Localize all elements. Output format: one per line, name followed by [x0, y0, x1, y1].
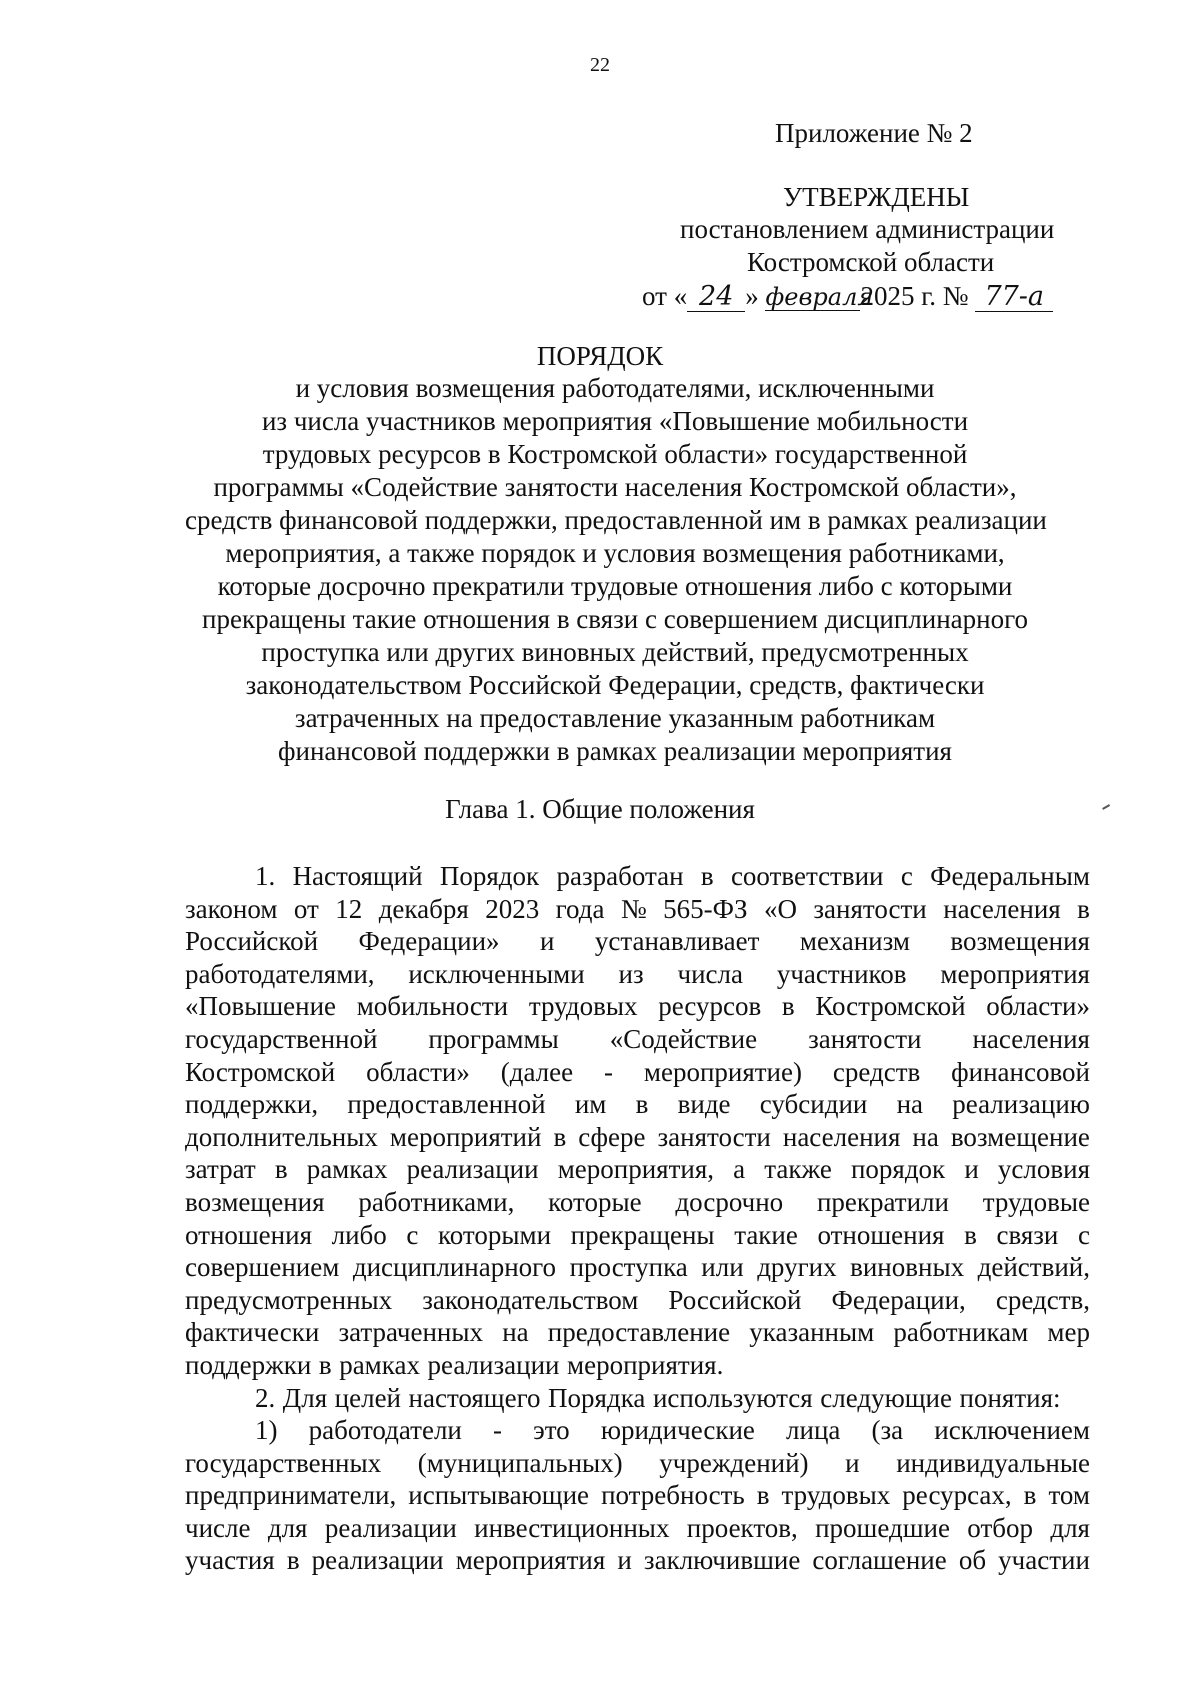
body-text: [185, 860, 1090, 1577]
subtitle-line: средств финансовой поддержки, предоставленной им в рамках реализации: [185, 505, 1047, 535]
body-word: с: [900, 861, 913, 891]
body-word: занятости: [813, 893, 927, 924]
body-line: [185, 1414, 1090, 1447]
body-word: (далее: [500, 1056, 574, 1087]
body-word: прошедшие: [815, 1512, 950, 1543]
body-word: населения: [782, 1121, 901, 1152]
body-word: работодателями,: [185, 958, 375, 989]
body-word: рамках: [339, 1349, 420, 1380]
body-word: поддержки,: [185, 1089, 319, 1120]
body-line: [185, 1088, 1090, 1121]
body-word: Российской: [668, 1284, 802, 1315]
body-word: виновных: [850, 1252, 965, 1283]
decree-date-line: [642, 281, 1053, 312]
handwritten-month: февраля: [765, 283, 874, 311]
body-word: участии: [998, 1545, 1090, 1576]
body-word: работникам: [893, 1317, 1029, 1348]
body-word: №: [620, 893, 647, 924]
body-word: работниками,: [358, 1186, 515, 1217]
body-word: фактически: [185, 1317, 320, 1348]
attachment-label: Приложение № 2: [775, 118, 973, 148]
body-word: занятости: [657, 1121, 771, 1152]
body-word: работодатели: [308, 1415, 462, 1446]
body-word: в: [286, 1545, 300, 1576]
body-word: виде: [677, 1089, 731, 1120]
body-line: [185, 1349, 1090, 1382]
document-title: ПОРЯДОК: [536, 341, 664, 371]
body-word: проектов,: [686, 1512, 798, 1543]
body-word: декабря: [378, 893, 469, 924]
subtitle-line: проступка или других виновных действий, предусмотренных: [261, 637, 969, 667]
body-word: настоящего: [408, 1382, 541, 1413]
subtitle-line: прекращены такие отношения в связи с совершением дисциплинарного: [202, 604, 1028, 634]
body-word: населения: [972, 1023, 1090, 1054]
body-word: совершением: [185, 1252, 340, 1283]
body-word: Порядок: [439, 861, 540, 891]
body-word: условия: [997, 1154, 1090, 1185]
body-word: Федерации,: [831, 1284, 966, 1315]
body-word: Костромской: [185, 1056, 336, 1087]
approved-label: УТВЕРЖДЕНЫ: [783, 182, 970, 212]
body-word: в: [1077, 893, 1090, 924]
body-word: средств: [832, 1056, 921, 1087]
body-word: юридические: [600, 1415, 755, 1446]
body-word: мероприятия: [455, 1545, 606, 1576]
body-word: средств,: [995, 1284, 1090, 1315]
body-word: и: [964, 1154, 979, 1185]
body-word: отношения: [185, 1219, 312, 1250]
body-word: участия: [185, 1545, 275, 1576]
body-word: 1.: [255, 861, 276, 891]
body-word: числе: [185, 1512, 251, 1543]
body-word: возмещения: [185, 1186, 325, 1217]
body-word: реализацию: [952, 1089, 1090, 1120]
body-word: дисциплинарного: [352, 1252, 557, 1283]
body-word: отношения: [817, 1219, 945, 1250]
body-word: предприниматели,: [185, 1480, 397, 1511]
body-word: (за: [871, 1415, 904, 1446]
body-word: которые: [548, 1186, 642, 1217]
body-word: Федеральным: [930, 861, 1090, 891]
body-word: 1): [255, 1415, 278, 1446]
body-line: [185, 1219, 1090, 1252]
body-word: 2.: [255, 1382, 276, 1413]
body-word: финансовой: [951, 1056, 1090, 1087]
body-word: в: [318, 1349, 332, 1380]
handwritten-day: 24: [687, 283, 745, 312]
subtitle-line: из числа участников мероприятия «Повышение мобильности: [261, 406, 969, 436]
body-word: ресурсов: [658, 991, 762, 1022]
body-word: 565-ФЗ: [663, 893, 748, 924]
body-word: Порядка: [548, 1382, 646, 1413]
body-word: указанным: [749, 1317, 875, 1348]
body-word: Федерации»: [358, 926, 500, 957]
body-word: мероприятий: [389, 1121, 542, 1152]
decree-line-1: постановлением администрации: [680, 214, 1055, 244]
subtitle-line: законодательством Российской Федерации, средств, фактически: [245, 670, 985, 700]
body-word: мероприятия,: [557, 1154, 715, 1185]
body-word: соответствии: [730, 861, 884, 891]
body-line: [185, 1544, 1090, 1577]
body-word: реализации: [324, 1512, 457, 1543]
body-word: мероприятия: [940, 958, 1090, 989]
body-word: из: [618, 958, 644, 989]
body-word: досрочно: [675, 1186, 784, 1217]
body-word: «О: [763, 893, 797, 924]
body-line: [185, 893, 1090, 926]
body-word: законом: [185, 893, 278, 924]
body-line: [185, 1186, 1090, 1219]
body-word: предоставленной: [347, 1089, 546, 1120]
subtitle-line: которые досрочно прекратили трудовые отношения либо с которыми: [217, 571, 1013, 601]
body-word: инвестиционных: [474, 1512, 670, 1543]
body-word: Для: [282, 1382, 328, 1413]
body-word: (муниципальных): [417, 1447, 623, 1478]
body-word: трудовых: [781, 1480, 891, 1511]
body-word: исключенными: [408, 958, 585, 989]
body-word: им: [574, 1089, 607, 1120]
body-word: в: [756, 1480, 770, 1511]
subtitle-line: трудовых ресурсов в Костромской области» государственной: [262, 439, 968, 469]
body-word: поддержки: [185, 1349, 312, 1380]
handwritten-number: 77-а: [975, 283, 1053, 312]
subtitle-line: и условия возмещения работодателями, исключенными: [295, 373, 935, 403]
body-line: [185, 1382, 1090, 1415]
body-line: [185, 1447, 1090, 1480]
body-line: [185, 1121, 1090, 1154]
body-word: прекратили: [816, 1186, 949, 1217]
body-word: предусмотренных: [185, 1284, 393, 1315]
body-word: понятия:: [959, 1382, 1061, 1413]
body-word: действий,: [977, 1252, 1090, 1283]
body-word: на: [502, 1317, 529, 1348]
body-word: в: [1023, 1480, 1037, 1511]
date-year: 2025 г. №: [860, 281, 969, 311]
body-word: и: [845, 1447, 860, 1478]
body-word: также: [764, 1154, 832, 1185]
body-word: соглашение: [812, 1545, 947, 1576]
body-word: трудовых: [528, 991, 638, 1022]
chapter-heading: Глава 1. Общие положения: [445, 794, 755, 824]
subtitle-line: финансовой поддержки в рамках реализации мероприятия: [278, 736, 952, 766]
body-word: области»: [366, 1056, 470, 1087]
body-word: «Повышение: [185, 991, 337, 1022]
body-word: которыми: [438, 1219, 552, 1250]
body-word: года: [555, 893, 605, 924]
body-word: мер: [1047, 1317, 1090, 1348]
body-word: 12: [335, 893, 363, 924]
body-word: государственных: [185, 1447, 382, 1478]
body-word: исключением: [934, 1415, 1090, 1446]
body-word: используются: [652, 1382, 813, 1413]
body-word: Настоящий: [292, 861, 423, 891]
date-mid: »: [745, 281, 759, 311]
body-word: трудовые: [982, 1186, 1090, 1217]
body-word: на: [912, 1121, 939, 1152]
body-word: затраченных: [338, 1317, 484, 1348]
body-word: учреждений): [659, 1447, 809, 1478]
body-word: реализации: [427, 1349, 560, 1380]
body-word: с: [406, 1219, 419, 1250]
body-word: в: [700, 861, 714, 891]
body-word: участников: [776, 958, 907, 989]
body-word: области»: [986, 991, 1090, 1022]
decree-line-2: Костромской области: [747, 247, 995, 277]
body-word: связи: [996, 1219, 1059, 1250]
body-line: [185, 1153, 1090, 1186]
body-word: законодательством: [422, 1284, 639, 1315]
body-word: на: [896, 1089, 924, 1120]
body-line: [185, 925, 1090, 958]
body-word: разработан: [556, 861, 684, 891]
body-word: с: [1078, 1219, 1090, 1250]
body-word: реализации: [406, 1154, 539, 1185]
body-word: механизм: [799, 926, 910, 957]
body-word: мобильности: [356, 991, 509, 1022]
body-word: -: [493, 1415, 503, 1446]
body-word: заключившие: [643, 1545, 801, 1576]
body-word: либо: [331, 1219, 387, 1250]
body-word: населения: [943, 893, 1061, 924]
body-line: [185, 1479, 1090, 1512]
body-word: от: [293, 893, 319, 924]
body-line: [185, 1023, 1090, 1056]
body-line: [185, 1316, 1090, 1349]
body-word: реализации: [311, 1545, 444, 1576]
body-word: в: [274, 1154, 288, 1185]
body-word: отбор: [967, 1512, 1033, 1543]
body-word: целей: [334, 1382, 401, 1413]
body-word: «Содействие: [609, 1023, 758, 1054]
body-word: в: [964, 1219, 977, 1250]
body-word: для: [1050, 1512, 1090, 1543]
body-line: [185, 1251, 1090, 1284]
body-word: других: [757, 1252, 837, 1283]
subtitle-line: затраченных на предоставление указанным работникам: [294, 703, 936, 733]
body-word: испытывающие: [408, 1480, 590, 1511]
body-word: такие: [734, 1219, 798, 1250]
body-word: том: [1048, 1480, 1090, 1511]
body-word: возмещение: [950, 1121, 1090, 1152]
body-word: субсидии: [759, 1089, 868, 1120]
body-word: программы: [428, 1023, 559, 1054]
body-word: об: [958, 1545, 987, 1576]
body-word: а: [733, 1154, 746, 1185]
date-prefix: от «: [642, 281, 688, 311]
body-line: [185, 1056, 1090, 1089]
body-word: -: [604, 1056, 613, 1087]
body-word: в: [553, 1121, 567, 1152]
body-word: и: [617, 1545, 632, 1576]
body-word: дополнительных: [185, 1121, 378, 1152]
body-word: устанавливает: [594, 926, 760, 957]
body-word: порядок: [850, 1154, 946, 1185]
body-word: затрат: [185, 1154, 256, 1185]
document-subtitle: [185, 372, 1045, 768]
body-word: числа: [677, 958, 743, 989]
body-word: проступка: [569, 1252, 688, 1283]
body-word: Российской: [185, 926, 319, 957]
body-word: Костромской: [815, 991, 966, 1022]
body-line: [185, 860, 1090, 893]
subtitle-line: мероприятия, а также порядок и условия возмещения работниками,: [225, 538, 1005, 568]
body-line: [185, 1512, 1090, 1545]
body-word: следующие: [820, 1382, 952, 1413]
body-word: индивидуальные: [896, 1447, 1090, 1478]
body-word: и: [539, 926, 555, 957]
body-word: занятости: [808, 1023, 922, 1054]
body-line: [185, 1284, 1090, 1317]
body-word: для: [267, 1512, 308, 1543]
body-word: ресурсах,: [902, 1480, 1012, 1511]
body-word: это: [533, 1415, 570, 1446]
body-word: в: [635, 1089, 649, 1120]
body-word: в: [781, 991, 795, 1022]
body-word: мероприятия.: [567, 1349, 724, 1380]
page-number: 22: [590, 54, 610, 76]
subtitle-line: программы «Содействие занятости населения Костромской области»,: [213, 472, 1017, 502]
body-word: мероприятие): [643, 1056, 802, 1087]
body-word: лица: [786, 1415, 841, 1446]
body-word: возмещения: [950, 926, 1090, 957]
body-word: государственной: [185, 1023, 378, 1054]
body-word: прекращены: [570, 1219, 715, 1250]
body-word: потребность: [601, 1480, 745, 1511]
body-word: сфере: [578, 1121, 646, 1152]
body-word: рамках: [306, 1154, 388, 1185]
body-line: [185, 958, 1090, 991]
body-word: предоставление: [547, 1317, 731, 1348]
body-line: [185, 990, 1090, 1023]
body-word: или: [701, 1252, 744, 1283]
body-word: 2023: [485, 893, 540, 924]
